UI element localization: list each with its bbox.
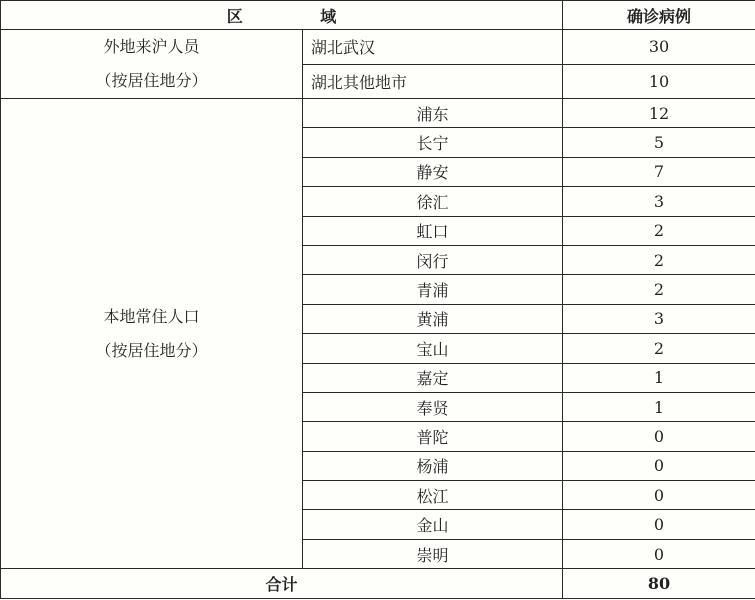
group-outside-line1: 外地来沪人员: [103, 37, 200, 56]
district-name: 普陀: [303, 422, 563, 451]
case-count: 2: [563, 334, 755, 363]
district-name: 嘉定: [303, 363, 563, 392]
district-name: 静安: [303, 157, 563, 186]
district-name: 浦东: [303, 99, 563, 128]
case-count: 0: [563, 510, 755, 539]
case-count: 12: [563, 99, 755, 128]
group-local-line1: 本地常住人口: [103, 306, 200, 326]
district-name: 黄浦: [303, 304, 563, 333]
header-region-label: 区 域: [226, 6, 373, 26]
case-count: 0: [563, 422, 755, 451]
district-name: 杨浦: [303, 451, 563, 480]
district-name: 奉贤: [303, 392, 563, 421]
case-count: 1: [563, 392, 755, 421]
district-name: 金山: [303, 510, 563, 539]
case-count: 10: [563, 64, 755, 99]
header-row: [1, 1, 755, 30]
total-row: [1, 569, 755, 599]
subregion-name: 湖北武汉: [303, 30, 563, 65]
district-name: 崇明: [303, 539, 563, 568]
district-name: 虹口: [303, 216, 563, 245]
group-local: [1, 99, 303, 569]
district-name: 长宁: [303, 128, 563, 157]
group-outside-line2: （按居住地分）: [95, 71, 208, 90]
case-count: 0: [563, 539, 755, 568]
total-label: 合计: [1, 569, 563, 599]
header-cases: 确诊病例: [563, 1, 755, 30]
case-count: 3: [563, 304, 755, 333]
group-outside: [1, 30, 303, 99]
case-count: 2: [563, 216, 755, 245]
district-name: 闵行: [303, 245, 563, 274]
district-name: 青浦: [303, 275, 563, 304]
case-count: 7: [563, 157, 755, 186]
case-count: 2: [563, 245, 755, 274]
case-count: 0: [563, 451, 755, 480]
total-count: 80: [563, 569, 755, 599]
district-name: 松江: [303, 481, 563, 510]
table-row: [1, 99, 755, 128]
subregion-name: 湖北其他地市: [303, 64, 563, 99]
case-count: 5: [563, 128, 755, 157]
case-count: 3: [563, 187, 755, 216]
group-local-line2: （按居住地分）: [95, 340, 208, 360]
header-region: [1, 1, 563, 30]
case-count: 1: [563, 363, 755, 392]
district-name: 徐汇: [303, 187, 563, 216]
table-row: [1, 30, 755, 65]
case-count: 30: [563, 30, 755, 65]
case-count: 0: [563, 481, 755, 510]
district-name: 宝山: [303, 334, 563, 363]
case-count: 2: [563, 275, 755, 304]
